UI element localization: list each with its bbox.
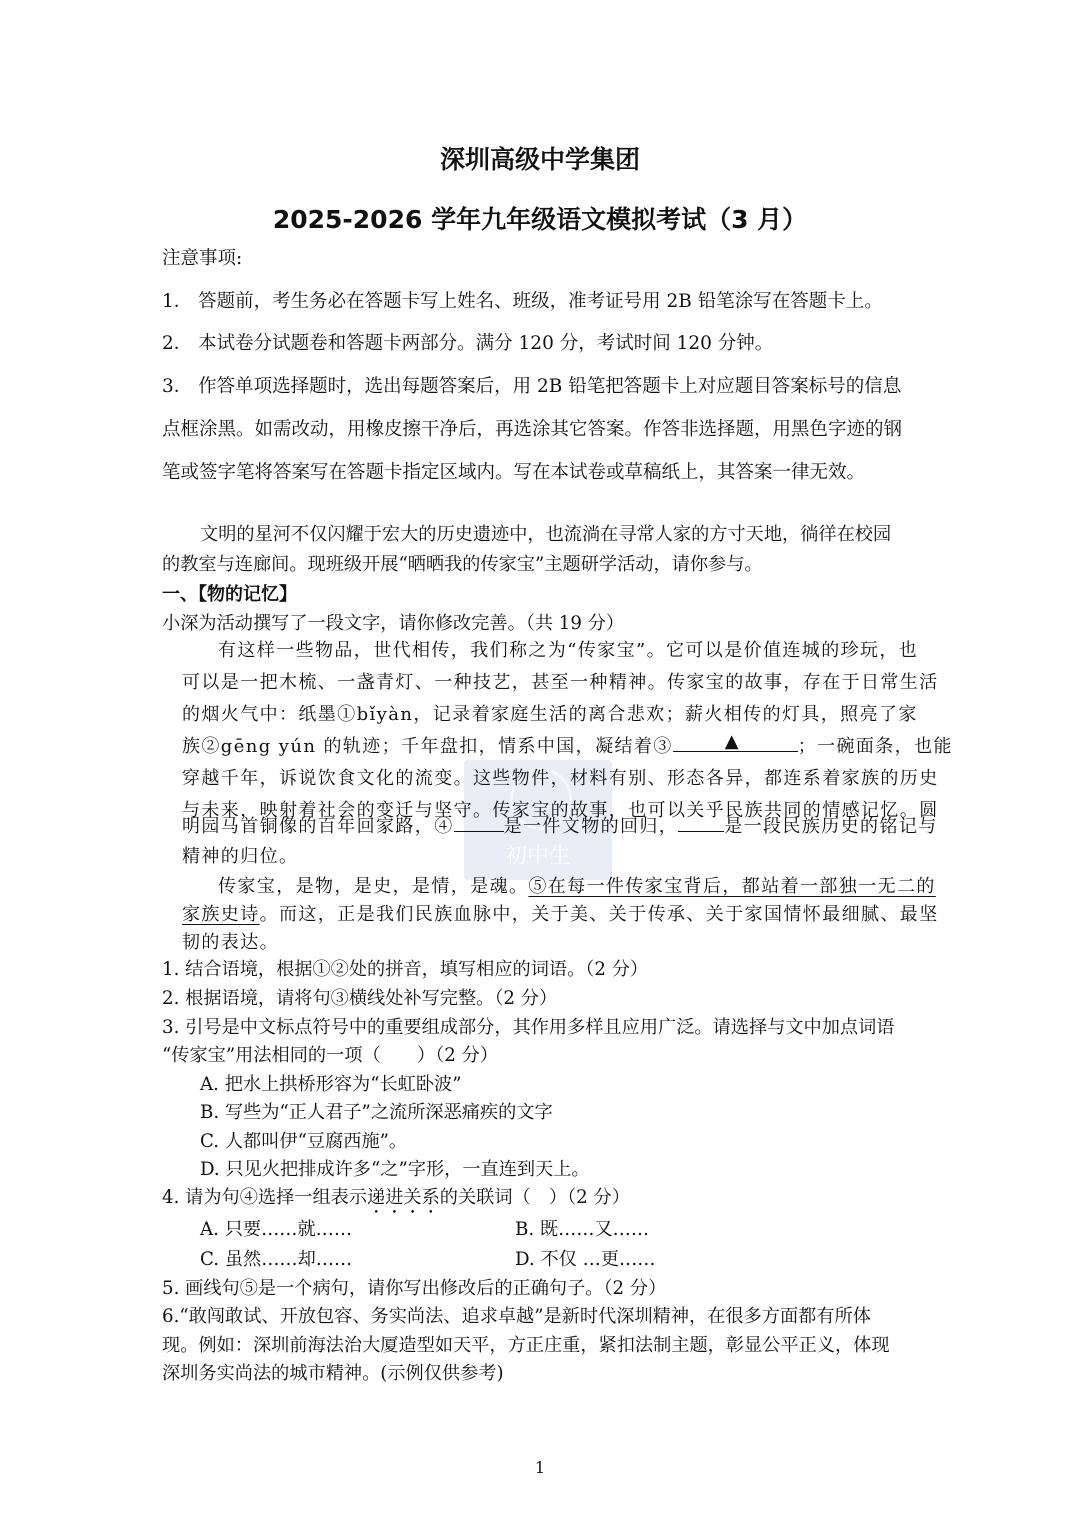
question-4-option-a: A. 只要……就…… [200,1219,353,1240]
question-6-line-3: 深圳务实尚法的城市精神。(示例仅供参考) [162,1363,504,1384]
section-1-instruction: 小深为活动撰写了一段文字，请你修改完善。（共 19 分） [162,613,625,634]
passage-line-4-end: ；一碗面条，也能 [797,736,953,757]
passage-line-5: 穿越千年，诉说饮食文化的流变。这些物件，材料有别、形态各异，都连系着家族的历史 [182,768,939,789]
question-4-start: 4. 请为句④选择一组表示 [162,1187,368,1208]
dotted-term: 递进关系 [367,1187,440,1208]
question-4-option-b: B. 既……又…… [515,1219,650,1240]
passage-line-1: 有这样一些物品，世代相传，我们称之为“传家宝”。它可以是价值连城的珍玩，也 [218,640,919,661]
intro-line-1: 文明的星河不仅闪耀于宏大的历史遗迹中，也流淌在寻常人家的方寸天地，徜徉在校园 [200,524,892,545]
question-4-option-c: C. 虽然……却…… [200,1249,353,1270]
passage-line-4-start: 族②gēng yún 的轨迹；千年盘扣，情系中国，凝结着③ [182,736,673,757]
passage-line-4 [182,732,953,758]
question-1: 1. 结合语境，根据①②处的拼音，填写相应的词语。（2 分） [162,959,649,980]
passage-p2-line-1-start: 传家宝，是物，是史，是情，是魂。 [218,876,529,897]
question-3-option-a: A. 把水上拱桥形容为“长虹卧波” [200,1074,462,1095]
passage-p2-line-2-rest: 。而这，正是我们民族血脉中，关于美、关于传承、关于家国情怀最细腻、最坚 [259,904,939,925]
notice-item-3-line-2: 点框涂黑。如需改动，用橡皮擦干净后，再选涂其它答案。作答非选择题，用黑色字迹的钢 [162,419,903,440]
question-6-line-1: 6.“敢闯敢试、开放包容、务实尚法、追求卓越”是新时代深圳精神，在很多方面都有所体 [162,1306,871,1327]
question-4-option-d: D. 不仅 …更…… [515,1249,656,1270]
school-title: 深圳高级中学集团 [439,145,640,174]
blank-4a [454,815,504,832]
question-2: 2. 根据语境，请将句③横线处补写完整。（2 分） [162,988,558,1009]
question-3-line-1: 3. 引号是中文标点符号中的重要组成部分，其作用多样且应用广泛。请选择与文中加点词语 [162,1017,895,1038]
question-3-option-d: D. 只见火把排成许多“之”字形，一直连到天上。 [200,1159,590,1180]
question-3-option-c: C. 人都叫伊“豆腐西施”。 [200,1131,408,1152]
passage-line-7 [182,812,938,838]
notice-item-3-line-3: 笔或签字笔将答案写在答题卡指定区域内。写在本试卷或草稿纸上，其答案一律无效。 [162,462,866,483]
passage-p2-line-1 [218,872,936,898]
passage-p2-line-2 [182,900,939,926]
blank-3 [673,731,798,752]
underlined-sentence-5: ⑤在每一件传家宝背后，都站着一部独一无二的 [528,876,936,897]
passage-line-7-start: 明园马首铜像的百年回家路，④ [182,816,454,837]
notice-heading: 注意事项: [162,248,243,269]
page-number: 1 [534,1458,546,1477]
intro-line-2: 的教室与连廊间。现班级开展“晒晒我的传家宝”主题研学活动，请你参与。 [162,554,763,575]
question-5: 5. 画线句⑤是一个病句，请你写出修改后的正确句子。（2 分） [162,1278,667,1299]
blank-4b [678,815,724,832]
passage-line-6: 与未来，映射着社会的变迁与坚守。传家宝的故事，也可以关乎民族共同的情感记忆。圆 [182,800,939,821]
notice-item-3-line-1: 3． 作答单项选择题时，选出每题答案后，用 2B 铅笔把答题卡上对应题目答案标号的信息 [162,376,902,397]
passage-line-2: 可以是一把木梳、一盏青灯、一种技艺，甚至一种精神。传家宝的故事，存在于日常生活 [182,672,939,693]
question-6-line-2: 现。例如：深圳前海法治大厦造型如天平，方正庄重，紧扣法制主题，彰显公平正义，体现 [162,1335,890,1356]
exam-title: 2025-2026 学年九年级语文模拟考试（3 月） [272,205,808,234]
question-3-option-b: B. 写些为“正人君子”之流所深恶痛疾的文字 [200,1102,553,1123]
question-4-end: 的关联词（ ）（2 分） [439,1187,630,1208]
watermark-text: 初中生 [504,844,571,869]
passage-line-8: 精神的归位。 [182,846,299,867]
passage-line-3: 的烟火气中：纸墨①bǐyàn，记录着家庭生活的离合悲欢；薪火相传的灯具，照亮了家 [182,704,918,725]
question-3-line-2: “传家宝”用法相同的一项（ ）（2 分） [162,1045,499,1066]
question-4 [162,1183,630,1218]
underlined-sentence-5-end: 家族史诗 [182,904,260,925]
passage-p2-line-3: 韧的表达。 [182,932,279,953]
passage-line-7-middle: 是一件文物的回归， [503,816,679,837]
triangle-icon: ▲ [724,731,740,752]
passage-line-7-end: 是一段民族历史的铭记与 [724,816,938,837]
notice-item-2: 2． 本试卷分试题卷和答题卡两部分。满分 120 分，考试时间 120 分钟。 [162,333,774,354]
notice-item-1: 1． 答题前，考生务必在答题卡写上姓名、班级，准考证号用 2B 铅笔涂写在答题卡上。 [162,291,883,312]
section-1-title: 一、【物的记忆】 [162,584,297,605]
